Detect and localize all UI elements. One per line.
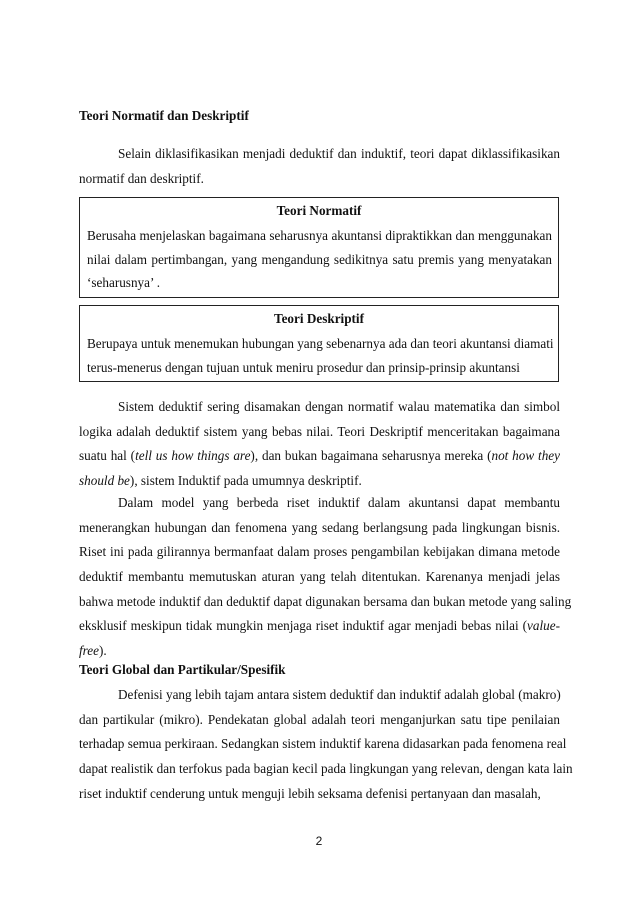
paragraph-riset-induktif: [79, 491, 572, 664]
paragraph-line: dan partikular (mikro). Pendekatan global adalah teori menganjurkan satu tipe penilaian: [79, 711, 560, 727]
definition-box-deskriptif: [79, 305, 559, 382]
paragraph-line: logika adalah deduktif sistem yang bebas nilai. Teori Deskriptif menceritakan bagaimana: [79, 423, 560, 439]
paragraph-line: deduktif membantu memutuskan aturan yang telah ditentukan. Karenanya menjadi jelas: [79, 569, 560, 585]
page-number: 2: [315, 834, 323, 848]
paragraph-line: bahwa metode induktif dan deduktif dapat digunakan bersama dan bukan metode yang saling: [79, 593, 572, 609]
box-line: Berupaya untuk menemukan hubungan yang sebenarnya ada dan teori akuntansi diamati: [87, 336, 554, 351]
paragraph-line: menerangkan hubungan dan fenomena yang sedang berlangsung pada lingkungan bisnis.: [79, 519, 560, 535]
paragraph-global-partikular: [79, 683, 573, 806]
intro-paragraph: [79, 142, 560, 191]
paragraph-line: should be), sistem Induktif pada umumnya deskriptif.: [79, 473, 362, 489]
box-line: Berusaha menjelaskan bagaimana seharusnya akuntansi dipraktikkan dan menggunakan: [87, 228, 552, 243]
paragraph-line: riset induktif cenderung untuk menguji lebih seksama defenisi pertanyaan dan masalah,: [79, 785, 541, 801]
paragraph-line: Riset ini pada gilirannya bermanfaat dalam proses pengambilan kebijakan dimana metode: [79, 544, 560, 560]
box-body: [80, 332, 558, 379]
section-heading-normatif-deskriptif: Teori Normatif dan Deskriptif: [79, 108, 249, 123]
box-title: Teori Deskriptif: [274, 311, 364, 326]
paragraph-deduktif-normatif: [79, 395, 560, 494]
paragraph-line: Defenisi yang lebih tajam antara sistem deduktif dan induktif adalah global (makro): [118, 687, 561, 702]
paragraph-line: dapat realistik dan terfokus pada bagian kecil pada lingkungan yang relevan, dengan kata lain: [79, 761, 573, 777]
box-line: terus-menerus dengan tujuan untuk meniru prosedur dan prinsip-prinsip akuntansi: [87, 359, 520, 375]
definition-box-normatif: [79, 197, 559, 298]
paragraph-line: suatu hal (tell us how things are), dan bukan bagaimana seharusnya mereka (not how they: [79, 448, 560, 464]
paragraph-line: normatif dan deskriptif.: [79, 170, 204, 186]
box-line: nilai dalam pertimbangan, yang mengandung sedikitnya satu premis yang menyatakan: [87, 251, 552, 267]
box-line: ‘seharusnya’ .: [87, 275, 160, 290]
box-title: Teori Normatif: [276, 203, 362, 218]
box-body: [80, 224, 558, 295]
paragraph-line: Dalam model yang berbeda riset induktif dalam akuntansi dapat membantu: [118, 495, 560, 510]
section-heading-global-partikular: Teori Global dan Partikular/Spesifik: [79, 662, 286, 677]
paragraph-line: terhadap semua perkiraan. Sedangkan sistem induktif karena didasarkan pada fenomena real: [79, 736, 567, 752]
paragraph-line: Selain diklasifikasikan menjadi deduktif dan induktif, teori dapat diklassifikasikan: [118, 146, 560, 161]
paragraph-line: Sistem deduktif sering disamakan dengan normatif walau matematika dan simbol: [118, 399, 560, 414]
paragraph-line: eksklusif meskipun tidak mungkin menjaga riset induktif agar menjadi bebas nilai (value-: [79, 618, 560, 634]
paragraph-line: free).: [79, 643, 107, 659]
